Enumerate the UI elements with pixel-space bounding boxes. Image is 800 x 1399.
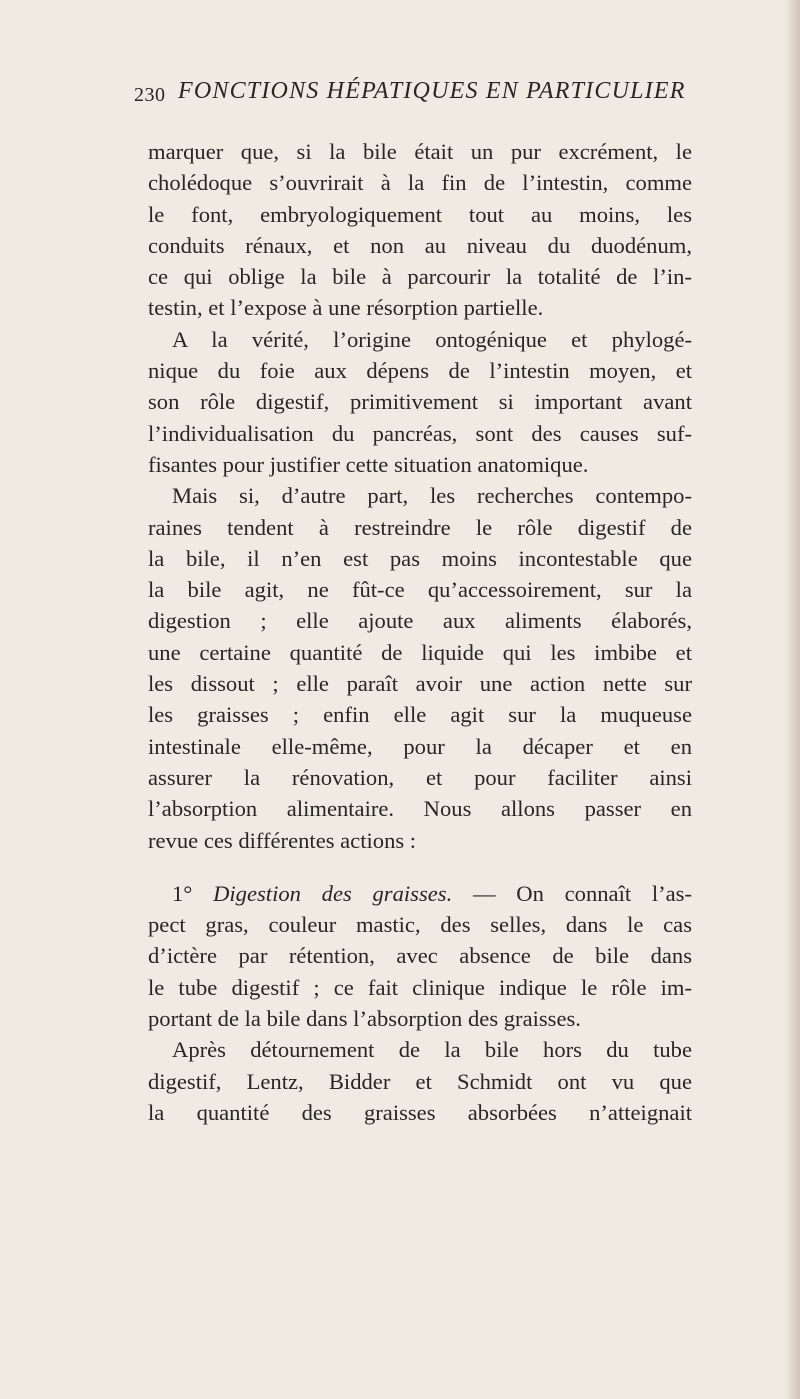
text-line: nique du foie aux dépens de l’intestin moyen, et <box>148 358 692 384</box>
paragraph <box>148 324 692 480</box>
text-line: portant de la bile dans l’absorption des graisses. <box>148 1006 581 1032</box>
section-spacer <box>148 856 692 878</box>
page-header <box>134 78 694 114</box>
section-number: 1° <box>172 880 193 906</box>
text-line: les graisses ; enfin elle agit sur la muqueuse <box>148 702 692 728</box>
page-number: 230 <box>134 84 166 106</box>
text-line: la quantité des graisses absorbées n’atteignait <box>148 1099 692 1125</box>
text-line: fisantes pour justifier cette situation anatomique. <box>148 451 589 477</box>
text-line: intestinale elle-même, pour la décaper et en <box>148 733 692 759</box>
text-line: Après détournement de la bile hors du tube <box>172 1037 692 1063</box>
text-line: la bile, il n’en est pas moins incontestable que <box>148 545 692 571</box>
text-line: digestion ; elle ajoute aux aliments élaborés, <box>148 608 692 634</box>
text-line: d’ictère par rétention, avec absence de bile dans <box>148 943 692 969</box>
text-line: assurer la rénovation, et pour faciliter ainsi <box>148 764 692 790</box>
section-heading-line <box>148 878 692 909</box>
text-line: une certaine quantité de liquide qui les imbibe et <box>148 639 692 665</box>
text-line: l’individualisation du pancréas, sont des causes suf- <box>148 420 692 446</box>
text-line: Mais si, d’autre part, les recherches contempo- <box>172 483 692 509</box>
section-text: — On connaît l’as- <box>472 880 692 906</box>
body-text <box>148 136 692 1128</box>
paragraph <box>148 1034 692 1128</box>
section-title: Digestion des graisses. <box>213 880 453 906</box>
text-line: A la vérité, l’origine ontogénique et phylogé- <box>172 326 692 352</box>
text-line: le tube digestif ; ce fait clinique indique le rôle im- <box>148 974 692 1000</box>
paragraph <box>148 136 692 324</box>
text-line: la bile agit, ne fût-ce qu’accessoirement, sur la <box>148 577 692 603</box>
paragraph <box>148 480 692 856</box>
text-line: digestif, Lentz, Bidder et Schmidt ont vu que <box>148 1068 692 1094</box>
section-paragraph <box>148 878 692 1034</box>
text-line: le font, embryologiquement tout au moins, les <box>148 201 692 227</box>
text-line: revue ces différentes actions : <box>148 827 417 853</box>
page-edge <box>786 0 800 1399</box>
text-line: les dissout ; elle paraît avoir une action nette sur <box>148 671 692 697</box>
text-line: testin, et l’expose à une résorption partielle. <box>148 295 544 321</box>
text-line: raines tendent à restreindre le rôle digestif de <box>148 514 692 540</box>
text-line: pect gras, couleur mastic, des selles, dans le cas <box>148 912 692 938</box>
text-line: conduits rénaux, et non au niveau du duodénum, <box>148 232 692 258</box>
text-line: marquer que, si la bile était un pur excrément, le <box>148 139 692 164</box>
text-line: ce qui oblige la bile à parcourir la totalité de l’in- <box>148 264 692 290</box>
text-line: cholédoque s’ouvrirait à la fin de l’intestin, comme <box>148 170 692 196</box>
text-line: l’absorption alimentaire. Nous allons passer en <box>148 796 692 822</box>
text-line: son rôle digestif, primitivement si important avant <box>148 389 692 415</box>
running-title: FONCTIONS HÉPATIQUES EN PARTICULIER <box>178 78 686 104</box>
